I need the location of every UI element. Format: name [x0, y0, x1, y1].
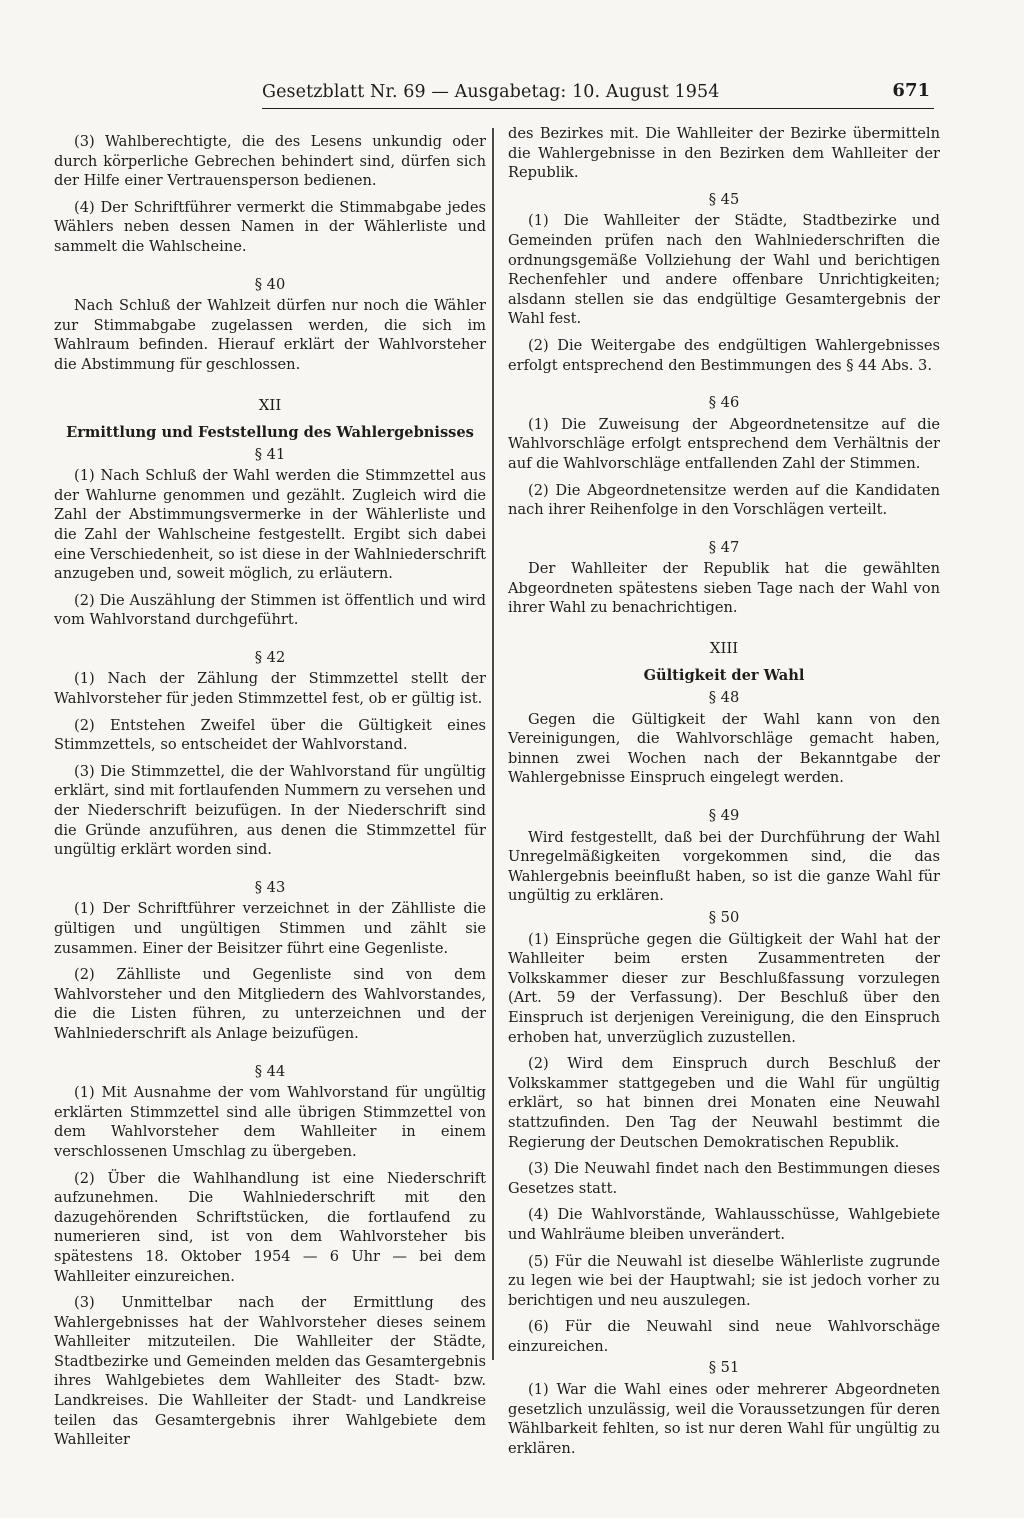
paragraph-50-1: (1) Einsprüche gegen die Gültigkeit der Wahl hat der Wahlleiter beim ersten Zusammentreten der Volkskammer dieser zur Beschlußfassung vorzulegen (Art. 59 der Verfassung). Der Beschluß über den Einspruch ist derjenigen Vereinigung, die den Einspruch erhoben hat, unverzüglich zuzustellen. [508, 930, 940, 1046]
paragraph-44-2: (2) Über die Wahlhandlung ist eine Niederschrift aufzunehmen. Die Wahlniederschrift mit den dazugehörenden Schriftstücken, die fortlaufend zu numerieren sind, ist von dem Wahlvorsteher bis spätestens 18. Oktober 1954 — 6 Uhr — bei dem Wahlleiter einzureichen. [54, 1169, 486, 1285]
paragraph-41-1: (1) Nach Schluß der Wahl werden die Stimmzettel aus der Wahlurne genommen und gezählt. Zugleich wird die Zahl der Abstimmungsvermerke in der Wählerliste und die Zahl der Wahlscheine festgestellt. Ergibt sich dabei eine Verschiedenheit, so ist diese in der Wahlniederschrift anzugeben und, soweit möglich, zu erläutern. [54, 467, 486, 583]
section-heading-41: § 41 [254, 445, 286, 463]
paragraph-50-6: (6) Für die Neuwahl sind neue Wahlvorschäge einzureichen. [508, 1318, 940, 1355]
paragraph-50-2: (2) Wird dem Einspruch durch Beschluß der Volkskammer stattgegeben und die Wahl für ungültig erklärt, so hat binnen drei Monaten eine Neuwahl stattzufinden. Den Tag der Neuwahl bestimmt die Regierung der Deutschen Demokratischen Republik. [508, 1055, 940, 1151]
chapter-title-xiii: Gültigkeit der Wahl [643, 667, 805, 685]
section-heading-42: § 42 [254, 648, 286, 666]
page-header [262, 80, 934, 109]
section-heading-43: § 43 [254, 878, 286, 896]
section-heading-48: § 48 [708, 689, 740, 707]
chapter-number-xii: XII [258, 395, 282, 414]
section-heading-49: § 49 [708, 807, 740, 825]
paragraph-41-2: (2) Die Auszählung der Stimmen ist öffentlich und wird vom Wahlvorstand durchgeführt. [54, 591, 486, 629]
paragraph-50-5: (5) Für die Neuwahl ist dieselbe Wählerliste zugrunde zu legen wie bei der Hauptwahl; sie ist jedoch vorher zu berichtigen und neu auszulegen. [508, 1252, 940, 1309]
section-heading-44: § 44 [254, 1062, 286, 1080]
paragraph-45-1: (1) Die Wahlleiter der Städte, Stadtbezirke und Gemeinden prüfen nach den Wahlniederschriften die ordnungsgemäße Vollziehung der Wahl und berichtigen Rechenfehler und andere offenbare Unrichtigkeiten; alsdann stellen sie das endgültige Gesamtergebnis der Wahl fest. [508, 212, 940, 328]
page-number: 671 [892, 80, 930, 101]
paragraph-50-3: (3) Die Neuwahl findet nach den Bestimmungen dieses Gesetzes statt. [508, 1160, 940, 1197]
section-heading-47: § 47 [708, 538, 740, 556]
paragraph-46-2: (2) Die Abgeordnetensitze werden auf die Kandidaten nach ihrer Reihenfolge in den Vorschlägen verteilt. [508, 481, 940, 519]
paragraph-43-2: (2) Zählliste und Gegenliste sind von dem Wahlvorsteher und den Mitgliedern des Wahlvorstandes, die die Listen führen, zu unterzeichnen und der Wahlniederschrift als Anlage beizufügen. [54, 966, 486, 1042]
paragraph-50-4: (4) Die Wahlvorstände, Wahlausschüsse, Wahlgebiete und Wahlräume bleiben unverändert. [508, 1206, 940, 1243]
paragraph-44-3-continued: des Bezirkes mit. Die Wahlleiter der Bezirke übermitteln die Wahlergebnisse in den Bezirken dem Wahlleiter der Republik. [508, 125, 940, 182]
paragraph-40: Nach Schluß der Wahlzeit dürfen nur noch die Wähler zur Stimmabgabe zugelassen werden, die sich im Wahlraum befinden. Hierauf erklärt der Wahlvorsteher die Abstimmung für geschlossen. [54, 297, 486, 373]
paragraph-46-1: (1) Die Zuweisung der Abgeordnetensitze auf die Wahlvorschläge erfolgt entsprechend dem Verhältnis der auf die Wahlvorschläge entfallenden Zahl der Stimmen. [508, 415, 940, 472]
paragraph-39-4: (4) Der Schriftführer vermerkt die Stimmabgabe jedes Wählers neben dessen Namen in der Wählerliste und sammelt die Wahlscheine. [54, 198, 486, 255]
paragraph-42-1: (1) Nach der Zählung der Stimmzettel stellt der Wahlvorsteher für jeden Stimmzettel fest, ob er gültig ist. [54, 670, 486, 708]
left-column [54, 132, 486, 1457]
paragraph-51-1: (1) War die Wahl eines oder mehrerer Abgeordneten gesetzlich unzulässig, weil die Voraussetzungen für deren Wählbarkeit fehlten, so ist nur deren Wahl für ungültig zu erklären. [508, 1381, 940, 1457]
section-heading-40: § 40 [254, 275, 286, 293]
paragraph-42-3: (3) Die Stimmzettel, die der Wahlvorstand für ungültig erklärt, sind mit fortlaufenden Nummern zu versehen und der Niederschrift beizufügen. In der Niederschrift sind die Gründe anzuführen, aus denen die Stimmzettel für ungültig erklärt worden sind. [54, 762, 486, 859]
section-heading-50: § 50 [708, 909, 740, 926]
paragraph-44-3: (3) Unmittelbar nach der Ermittlung des Wahlergebnisses hat der Wahlvorsteher dieses seinem Wahlleiter mitzuteilen. Die Wahlleiter der Städte, Stadtbezirke und Gemeinden melden das Gesamtergebnis ihres Wahlgebietes dem Wahlleiter des Stadt- bzw. Landkreises. Die Wahlleiter der Stadt- und Landkreise teilen das Gesamtergebnis ihrer Wahlgebiete dem Wahlleiter [54, 1294, 486, 1449]
section-heading-46: § 46 [708, 394, 740, 412]
right-column [508, 124, 940, 1465]
chapter-number-xiii: XIII [709, 639, 739, 658]
paragraph-47: Der Wahlleiter der Republik hat die gewählten Abgeordneten spätestens sieben Tage nach der Wahl von ihrer Wahl zu benachrichtigen. [508, 560, 940, 617]
paragraph-43-1: (1) Der Schriftführer verzeichnet in der Zählliste die gültigen und ungültigen Stimmen und zählt sie zusammen. Einer der Beisitzer führt eine Gegenliste. [54, 900, 486, 957]
section-heading-51: § 51 [708, 1359, 740, 1377]
header-title: Gesetzblatt Nr. 69 — Ausgabetag: 10. August 1954 [262, 82, 720, 102]
section-heading-45: § 45 [708, 190, 740, 208]
paragraph-39-3: (3) Wahlberechtigte, die des Lesens unkundig oder durch körperliche Gebrechen behindert sind, dürfen sich der Hilfe einer Vertrauensperson bedienen. [54, 133, 486, 190]
paragraph-48: Gegen die Gültigkeit der Wahl kann von den Vereinigungen, die Wahlvorschläge gemacht haben, binnen zwei Wochen nach der Bekanntgabe der Wahlergebnisse Einspruch eingelegt werden. [508, 710, 940, 787]
chapter-title-xii: Ermittlung und Feststellung des Wahlergebnisses [66, 423, 474, 441]
paragraph-42-2: (2) Entstehen Zweifel über die Gültigkeit eines Stimmzettels, so entscheidet der Wahlvorstand. [54, 716, 486, 754]
paragraph-45-2: (2) Die Weitergabe des endgültigen Wahlergebnisses erfolgt entsprechend den Bestimmungen des § 44 Abs. 3. [508, 336, 940, 374]
paragraph-44-1: (1) Mit Ausnahme der vom Wahlvorstand für ungültig erklärten Stimmzettel sind alle übrigen Stimmzettel von dem Wahlvorsteher dem Wahlleiter in einem verschlossenen Umschlag zu übergeben. [54, 1084, 486, 1160]
paragraph-49: Wird festgestellt, daß bei der Durchführung der Wahl Unregelmäßigkeiten vorgekommen sind, die das Wahlergebnis beeinflußt haben, so ist die ganze Wahl für ungültig zu erklären. [508, 828, 940, 905]
column-divider [492, 128, 494, 1360]
